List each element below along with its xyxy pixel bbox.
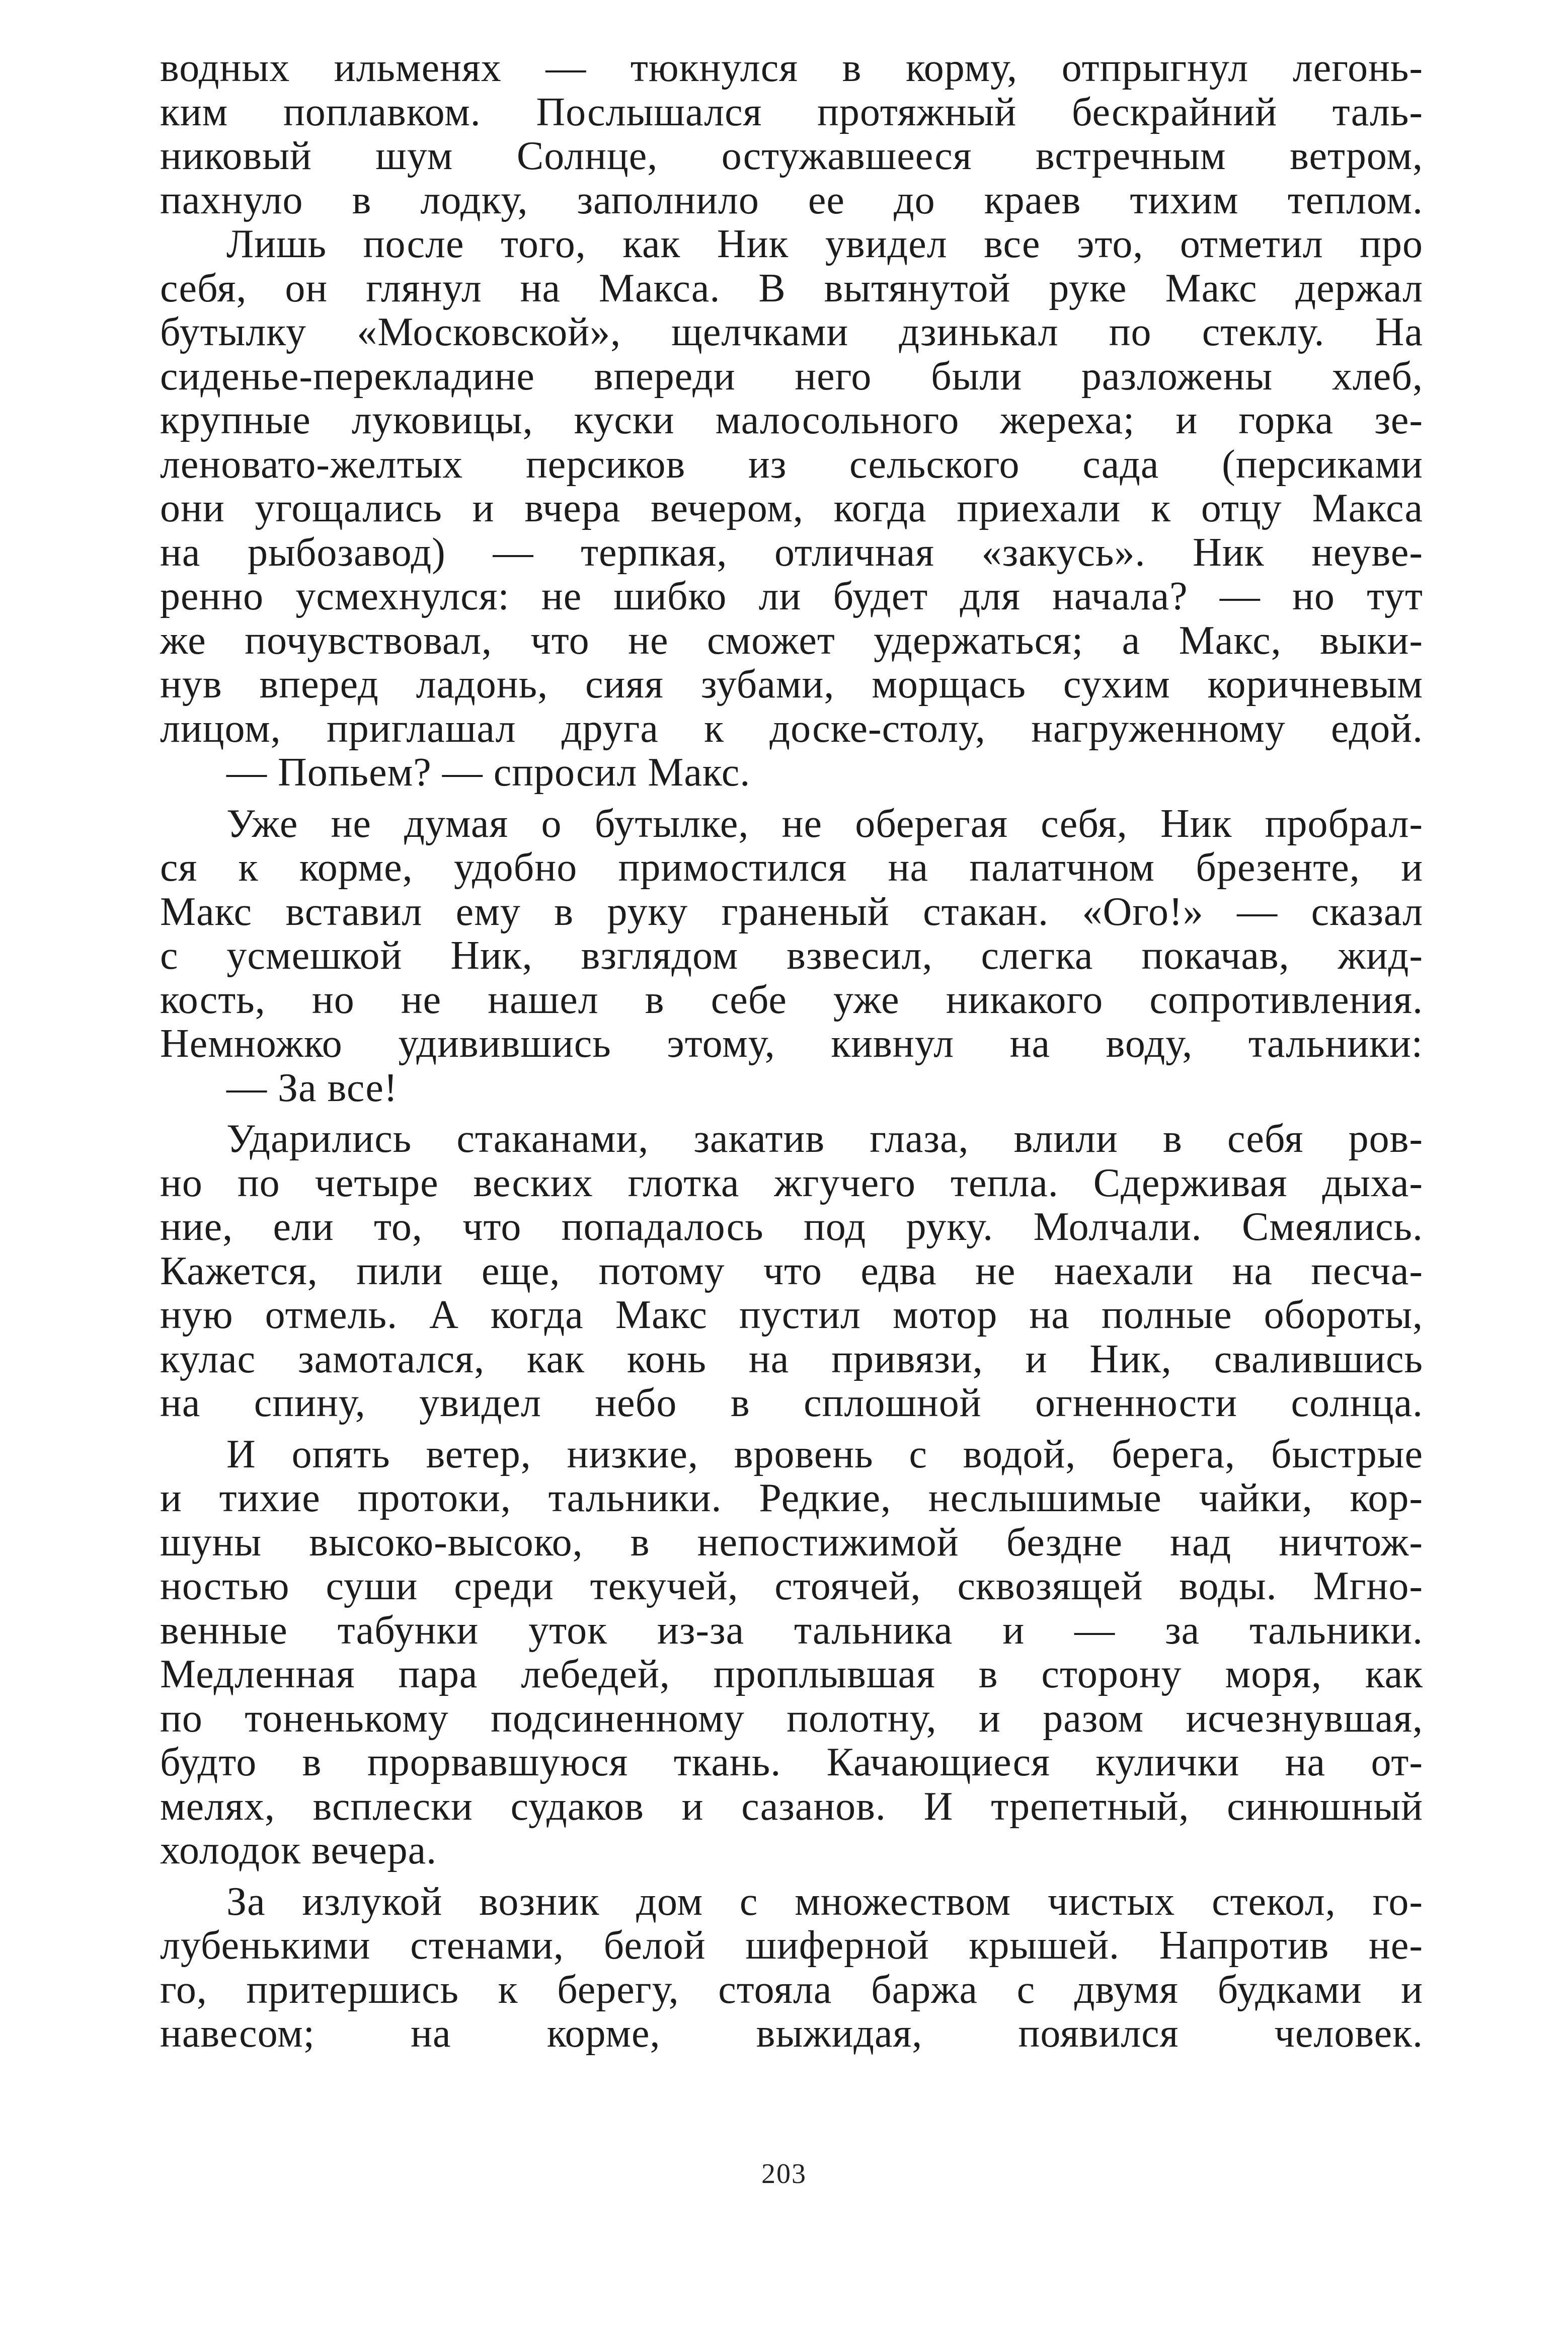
- text-line: И опять ветер, низкие, вровень с водой, берега, быстрые: [226, 1432, 1423, 1476]
- text-line: крупные луковицы, куски малосольного жереха; и горка зе-: [160, 398, 1423, 442]
- text-line: навесом; на корме, выжидая, появился человек.: [160, 2011, 1423, 2056]
- text-line: на спину, увидел небо в сплошной огненности солнца.: [160, 1381, 1423, 1425]
- text-line: никовый шум Солнце, остужавшееся встречным ветром,: [160, 134, 1423, 178]
- paragraph-5-dialogue: [160, 1066, 1423, 1111]
- paragraph-1: [160, 46, 1423, 222]
- text-line: лубенькими стенами, белой шиферной крышей. Напротив не-: [160, 1923, 1423, 1968]
- text-line: мелях, всплески судаков и сазанов. И трепетный, синюшный: [160, 1784, 1423, 1829]
- text-line: го, притершись к берегу, стояла баржа с двумя будками и: [160, 1967, 1423, 2012]
- paragraph-8: [160, 1880, 1423, 2056]
- page-number: 203: [761, 2158, 807, 2190]
- text-line: ким поплавком. Послышался протяжный бескрайний таль-: [160, 90, 1423, 134]
- page-body-text: [160, 46, 1423, 2056]
- text-line: Уже не думая о бутылке, не оберегая себя, Ник пробрал-: [226, 801, 1423, 846]
- text-line: леновато-желтых персиков из сельского сада (персиками: [160, 442, 1423, 487]
- text-line: За излукой возник дом с множеством чистых стекол, го-: [226, 1879, 1423, 1924]
- text-line: венные табунки уток из-за тальника и — за тальники.: [160, 1608, 1423, 1653]
- text-line: Немножко удивившись этому, кивнул на воду, тальники:: [160, 1022, 1423, 1066]
- text-line: нув вперед ладонь, сияя зубами, морщась сухим коричневым: [160, 662, 1423, 707]
- text-line: Лишь после того, как Ник увидел все это, отметил про: [226, 222, 1423, 266]
- text-line: и тихие протоки, тальники. Редкие, неслышимые чайки, кор-: [160, 1476, 1423, 1520]
- text-line: холодок вечера.: [160, 1828, 437, 1872]
- text-line: кость, но не нашел в себе уже никакого сопротивления.: [160, 977, 1423, 1022]
- text-line: сиденье-перекладине впереди него были разложены хлеб,: [160, 354, 1423, 399]
- text-line: ся к корме, удобно примостился на палатчном брезенте, и: [160, 845, 1423, 890]
- paragraph-2: [160, 222, 1423, 751]
- paragraph-7: [160, 1433, 1423, 1873]
- text-line: водных ильменях — тюкнулся в корму, отпрыгнул легонь-: [160, 46, 1423, 90]
- text-line: ную отмель. А когда Макс пустил мотор на полные обороты,: [160, 1293, 1423, 1337]
- text-line: будто в прорвавшуюся ткань. Качающиеся кулички на от-: [160, 1740, 1423, 1784]
- paragraph-3-dialogue: [160, 751, 1423, 795]
- text-line: кулас замотался, как конь на привязи, и Ник, свалившись: [160, 1337, 1423, 1381]
- text-line: они угощались и вчера вечером, когда приехали к отцу Макса: [160, 486, 1423, 530]
- text-line: ренно усмехнулся: не шибко ли будет для начала? — но тут: [160, 574, 1423, 618]
- text-line: Медленная пара лебедей, проплывшая в сторону моря, как: [160, 1652, 1423, 1696]
- text-line: бутылку «Московской», щелчками дзинькал по стеклу. На: [160, 310, 1423, 354]
- text-line: но по четыре веских глотка жгучего тепла. Сдерживая дыха-: [160, 1160, 1423, 1205]
- text-line: с усмешкой Ник, взглядом взвесил, слегка покачав, жид-: [160, 933, 1423, 978]
- paragraph-6: [160, 1117, 1423, 1426]
- text-line: Ударились стаканами, закатив глаза, влили в себя ров-: [226, 1117, 1423, 1161]
- text-line: пахнуло в лодку, заполнило ее до краев тихим теплом.: [160, 178, 1423, 222]
- text-line: по тоненькому подсиненному полотну, и разом исчезнувшая,: [160, 1696, 1423, 1741]
- text-line: — За все!: [226, 1065, 398, 1110]
- text-line: Кажется, пили еще, потому что едва не наехали на песча-: [160, 1248, 1423, 1293]
- text-line: на рыбозавод) — терпкая, отличная «закусь». Ник неуве-: [160, 530, 1423, 575]
- paragraph-4: [160, 802, 1423, 1066]
- text-line: же почувствовал, что не сможет удержаться; а Макс, выки-: [160, 618, 1423, 663]
- text-line: — Попьем? — спросил Макс.: [226, 750, 751, 795]
- text-line: ностью суши среди текучей, стоячей, сквозящей воды. Мгно-: [160, 1564, 1423, 1608]
- text-line: ние, ели то, что попадалось под руку. Молчали. Смеялись.: [160, 1205, 1423, 1249]
- text-line: шуны высоко-высоко, в непостижимой бездне над ничтож-: [160, 1520, 1423, 1565]
- text-line: Макс вставил ему в руку граненый стакан. «Ого!» — сказал: [160, 889, 1423, 934]
- text-line: лицом, приглашал друга к доске-столу, нагруженному едой.: [160, 706, 1423, 751]
- text-line: себя, он глянул на Макса. В вытянутой руке Макс держал: [160, 266, 1423, 310]
